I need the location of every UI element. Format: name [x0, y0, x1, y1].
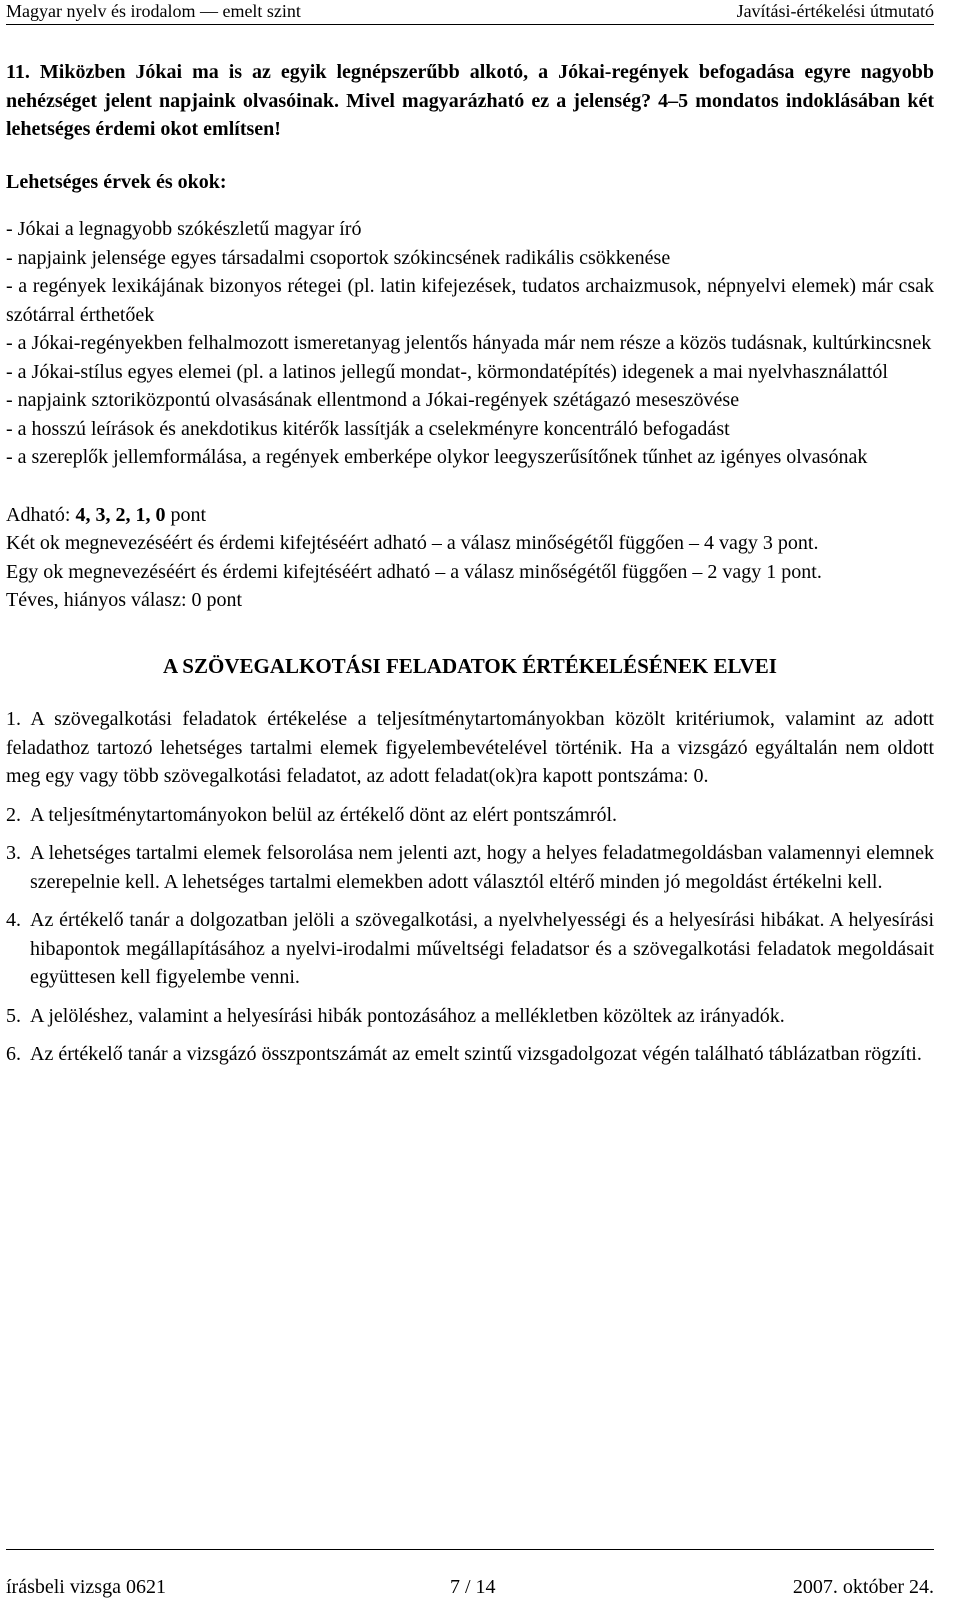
- rule-number: 2.: [6, 803, 21, 826]
- argument-item: - a regények lexikájának bizonyos rétegei (pl. latin kifejezések, tudatos archaizmusok, népnyelvi elemek) már csak szótárral érthetőek: [6, 275, 934, 326]
- rule-number: 5.: [6, 1004, 21, 1027]
- scoring-one-reason: Egy ok megnevezéséért és érdemi kifejtéséért adható – a válasz minőségétől függően – 2 vagy 1 pont.: [6, 560, 822, 583]
- rule-item: [6, 906, 934, 992]
- header-subject: Magyar nyelv és irodalom — emelt szint: [6, 1, 301, 21]
- scoring-points: 4, 3, 2, 1, 0: [75, 503, 166, 526]
- argument-item: - a Jókai-regényekben felhalmozott ismeretanyag jelentős hányada már nem része a közös tudásnak, kultúrkincsnek: [6, 332, 932, 354]
- scoring-unit: pont: [170, 503, 206, 526]
- question-11: 11. Miközben Jókai ma is az egyik legnépszerűbb alkotó, a Jókai-regények befogadása egyre nagyobb nehézséget jelent napjaink olvasóinak. Mivel magyarázható ez a jelenség? 4–5 mondatos indoklásában két lehetséges érdemi okot említsen!: [6, 61, 934, 140]
- rule-item: [6, 839, 934, 896]
- scoring-two-reasons: Két ok megnevezéséért és érdemi kifejtéséért adható – a válasz minőségétől függően – 4 vagy 3 pont.: [6, 532, 819, 554]
- rule-text: A jelöléshez, valamint a helyesírási hibák pontozásához a mellékletben közöltek az irányadók.: [30, 1004, 785, 1027]
- argument-item: - napjaink jelensége egyes társadalmi csoportok szókincsének radikális csökkenése: [6, 246, 671, 269]
- arguments-heading: Lehetséges érvek és okok:: [6, 170, 227, 193]
- arguments-list: [6, 215, 934, 472]
- page-footer: [6, 1549, 934, 1606]
- scoring-points-line: [6, 501, 934, 530]
- rule-item: [6, 1040, 934, 1069]
- rule-text: A teljesítménytartományokon belül az értékelő dönt az elért pontszámról.: [30, 803, 618, 826]
- argument-item: - Jókai a legnagyobb szókészletű magyar író: [6, 218, 362, 240]
- argument-item: - a szereplők jellemformálása, a regények emberképe olykor leegyszerűsítőnek tűnhet az igényes olvasónak: [6, 446, 868, 468]
- rule-text: A szövegalkotási feladatok értékelése a teljesítménytartományokban közölt kritériumok, valamint az adott feladathoz tartozó lehetséges tartalmi elemek figyelembevételével történik. Ha a vizsgázó egyáltalán nem oldott meg egy vagy több szövegalkotási feladatot, az adott feladat(ok)ra kapott pontszáma: 0.: [6, 708, 934, 787]
- argument-item: - a Jókai-stílus egyes elemei (pl. a latinos jellegű mondat-, körmondatépítés) idegenek a mai nyelvhasználattól: [6, 360, 888, 383]
- footer-date: 2007. október 24.: [792, 1576, 934, 1598]
- rule-number: 6.: [6, 1043, 21, 1065]
- rule-number: 3.: [6, 842, 21, 864]
- page-content: [6, 58, 934, 1079]
- argument-item: - a hosszú leírások és anekdotikus kitérők lassítják a cselekményre koncentráló befogadást: [6, 417, 730, 440]
- rule-text: Az értékelő tanár a dolgozatban jelöli a szövegalkotási, a nyelvhelyességi és a helyesírási hibákat. A helyesírási hibapontok megállapításához a nyelvi-irodalmi műveltségi feladatsor és a szövegalkotási feladatok megoldásait együttesen kell figyelembe venni.: [30, 909, 934, 988]
- rule-item: [6, 705, 934, 791]
- evaluation-rules-list: [6, 705, 934, 1069]
- rule-item: [6, 1002, 934, 1031]
- header-guide-title: Javítási-értékelési útmutató: [736, 1, 934, 21]
- rule-text: A lehetséges tartalmi elemek felsorolása nem jelenti azt, hogy a helyes feladatmegoldásban valamennyi elemnek szerepelnie kell. A lehetséges tartalmi elemekben adott választól eltérő minden jó megoldást értékelni kell.: [30, 842, 934, 893]
- argument-item: - napjaink sztoriközpontú olvasásának ellentmond a Jókai-regények szétágazó meseszövése: [6, 389, 740, 411]
- scoring-block: [6, 501, 934, 615]
- rule-item: [6, 801, 934, 830]
- section-title: A SZÖVEGALKOTÁSI FELADATOK ÉRTÉKELÉSÉNEK ELVEI: [163, 653, 777, 678]
- rule-number: 1.: [6, 708, 21, 730]
- scoring-label: Adható:: [6, 503, 71, 526]
- footer-page-number: 7 / 14: [450, 1576, 496, 1598]
- footer-exam-code: írásbeli vizsga 0621: [6, 1576, 166, 1598]
- rule-text: Az értékelő tanár a vizsgázó összpontszámát az emelt szintű vizsgadolgozat végén található táblázatban rögzíti.: [30, 1043, 922, 1065]
- rule-number: 4.: [6, 909, 21, 931]
- page-header: [6, 0, 934, 25]
- scoring-wrong-answer: Téves, hiányos válasz: 0 pont: [6, 589, 243, 611]
